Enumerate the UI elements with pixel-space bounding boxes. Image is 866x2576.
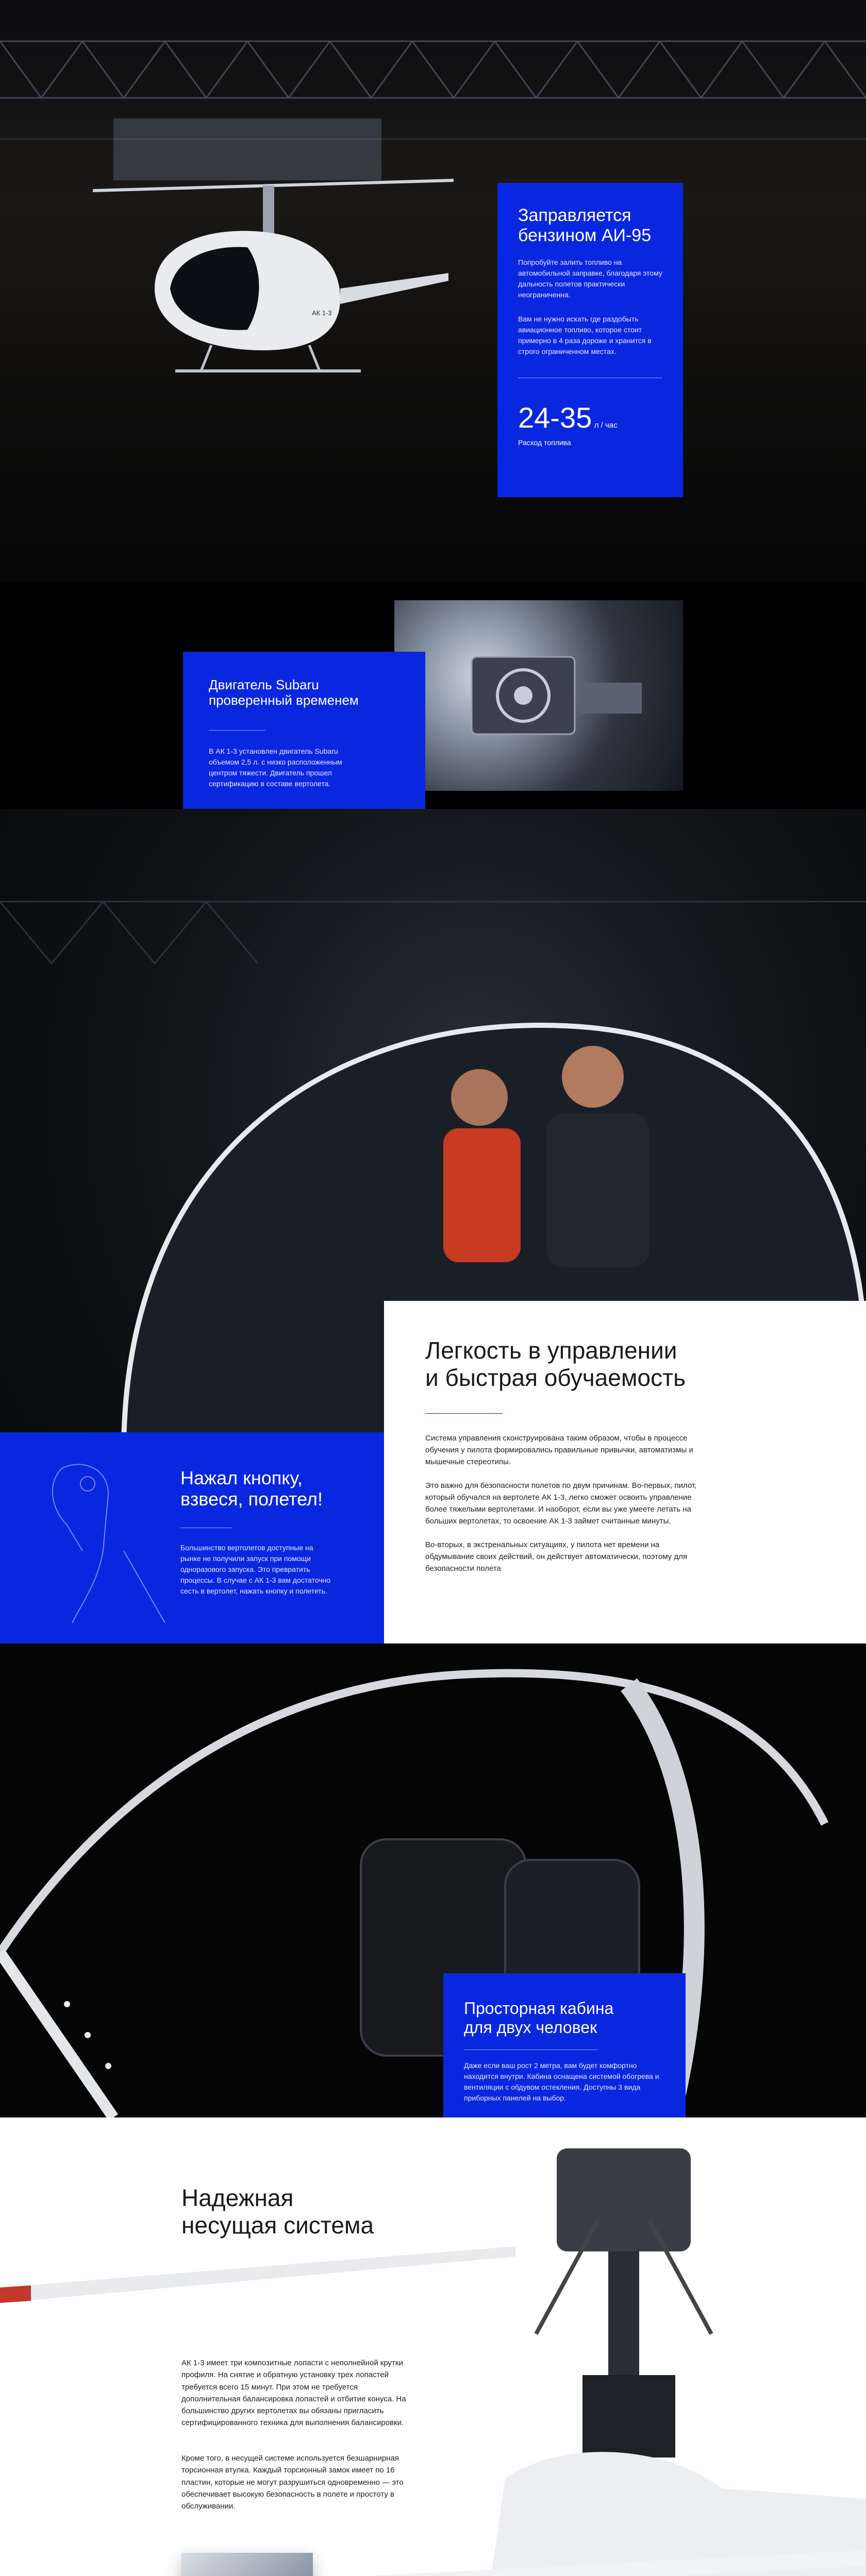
fuel-card	[497, 183, 683, 497]
engine-text: В АК 1-3 установлен двигатель Subaru объемом 2,5 л. с низко расположенным центром тяжести. Двигатель прошел сертификацию в составе вертолета.	[209, 747, 342, 788]
cabin-card	[443, 1973, 686, 2117]
fuel-title-line1: Заправляется	[518, 206, 631, 225]
consumption-label: Расход топлива	[518, 438, 571, 447]
rotor-text-1: АК 1-3 имеет три композитные лопасти с неполнейной крутки профиля. На снятие и обратную установку трех лопастей требуется всего 15 минут. При этом не требуется дополнительная балансировка лопастей и отбитие конуса. На большинство других вертолетах вы обязаны пригласить сертифицированного техника для выполнения балансировки.	[181, 2359, 406, 2428]
button-title-line1: Нажал кнопку,	[180, 1467, 303, 1488]
engine-card	[183, 652, 425, 809]
ease-text-2: Это важно для безопасности полетов по двум причинам. Во-первых, пилот, который обучался на вертолете АК 1-3, легко сможет освоить управление более тяжелыми вертолетами. И наоборот, если вы уже умеете летать на больших вертолетах, то освоение АК 1-3 займет считанные минуты.	[425, 1481, 697, 1526]
cabin-title-line1: Просторная кабина	[464, 1999, 614, 2018]
rotor-title-line1: Надежная	[181, 2184, 294, 2211]
video-thumbnail[interactable]	[181, 2553, 313, 2576]
rotor-title-line2: несущая система	[181, 2211, 374, 2239]
helicopter-tag: АК 1-3	[312, 309, 332, 317]
ease-divider	[425, 1413, 503, 1414]
ease-card	[384, 1301, 866, 1643]
joystick-icon	[21, 1448, 175, 1633]
consumption-value: 24-35	[518, 401, 592, 434]
fuel-text-1: Попробуйте залить топливо на автомобильной заправке, благодаря этому дальность полетов практически неограниченна.	[518, 258, 662, 299]
ease-title-line2: и быстрая обучаемость	[425, 1364, 686, 1391]
engine-divider	[209, 730, 265, 731]
engine-photo	[394, 600, 683, 791]
ease-text-3: Во-вторых, в экстренальных ситуациях, у пилота нет времени на обдумывание своих действий, он действует автоматически, поэтому для безопасности полета	[425, 1540, 687, 1573]
rotor-section	[0, 2117, 866, 2576]
engine-icon	[394, 600, 683, 791]
cabin-text: Даже если ваш рост 2 метра, вам будет комфортно находится внутри. Кабина оснащена системой обогрева и вентиляции с обдувом остекления. Доступны 3 вида приборных панелей на выбор.	[464, 2061, 659, 2102]
cabin-card-title	[464, 1999, 665, 2037]
ease-title-line1: Легкость в управлении	[425, 1337, 677, 1364]
button-text: Большинство вертолетов доступные на рынке не получили запуск при помощи одноразового запуска. Это превратить процессы. В случае с АК 1-3 вам достаточно сесть в вертолет, нажать кнопку и полететь.	[180, 1543, 331, 1595]
helicopter-ak13-illustration	[93, 134, 454, 422]
engine-title-line1: Двигатель Subaru	[209, 677, 319, 692]
engine-title-line2: проверенный временем	[209, 692, 359, 708]
fuel-title-line2: бензином АИ-95	[518, 226, 652, 246]
cabin-interior-photo	[0, 1643, 866, 2117]
rotor-title	[181, 2184, 374, 2239]
button-title-line2: взвеся, полетел!	[180, 1488, 323, 1510]
cabin-divider	[464, 2049, 598, 2050]
engine-section	[0, 582, 866, 809]
fuel-text-2: Вам не нужно искать где раздобыть авиационное топливо, которое стоит примерно в 4 раза дороже и хранится в строго ограниченном местах.	[518, 315, 652, 356]
cabin-title-line2: для двух человек	[464, 2018, 597, 2037]
engine-card-title	[209, 677, 399, 708]
button-card-title	[180, 1467, 384, 1510]
button-card	[0, 1432, 384, 1643]
fuel-card-title	[518, 206, 662, 246]
consumption-stat	[518, 401, 662, 434]
ease-card-title	[425, 1337, 825, 1392]
ease-section	[0, 809, 866, 1643]
ease-text-1: Система управления сконструирована таким образом, чтобы в процессе обучения у пилота формировались правильные привычки, автоматизмы и мышечные стереотипы.	[425, 1433, 693, 1467]
hero-fuel-section	[0, 0, 866, 582]
consumption-unit: л / час	[594, 421, 618, 430]
rotor-text-2: Кроме того, в несущей системе используется безшарнирная торсионная втулка. Каждый торсионный замок имеет по 16 пластин, которые не могут разрушиться одновременно — это обеспечивает высокую безопасность в полете и простоту в обслуживании.	[181, 2454, 404, 2511]
rotor-head-photo	[0, 2117, 866, 2576]
cabin-section	[0, 1643, 866, 2117]
